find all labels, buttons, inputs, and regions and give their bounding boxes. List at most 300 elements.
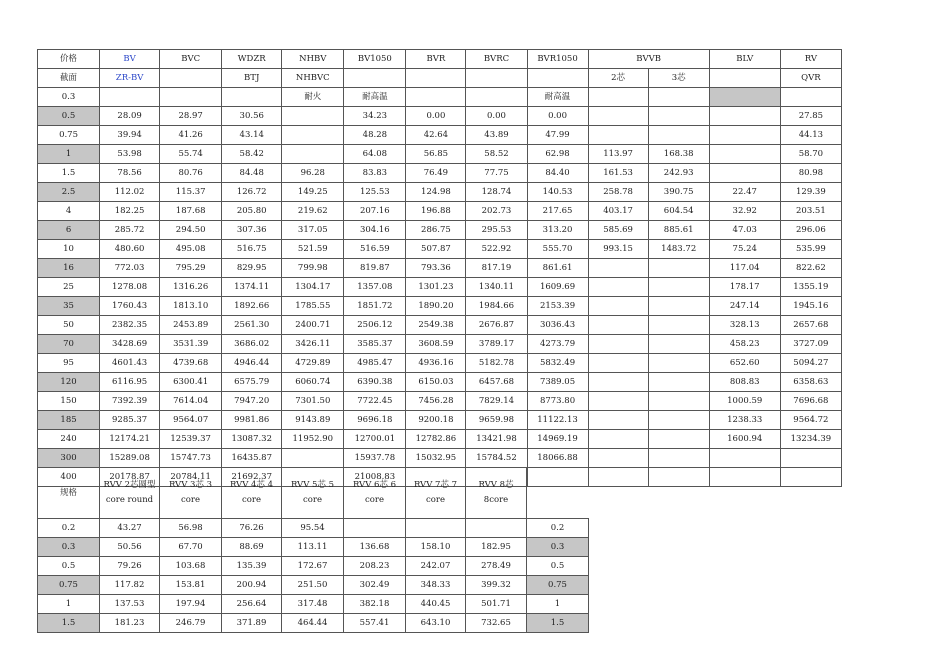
price-cell: 55.74 bbox=[160, 145, 222, 164]
price-cell: 7301.50 bbox=[282, 392, 344, 411]
price-cell: 203.51 bbox=[780, 202, 841, 221]
table-row bbox=[38, 430, 842, 449]
price-cell: 56.98 bbox=[160, 519, 222, 538]
price-cell: 182.95 bbox=[466, 538, 527, 557]
price-cell: 39.94 bbox=[100, 126, 160, 145]
section-size-cell: 1.5 bbox=[38, 164, 100, 183]
rvv-header-7core: RVV 7芯 7 core bbox=[406, 468, 466, 519]
price-cell bbox=[780, 449, 841, 468]
price-cell: 117.04 bbox=[709, 259, 780, 278]
price-cell: 258.78 bbox=[588, 183, 648, 202]
price-cell: 286.75 bbox=[406, 221, 466, 240]
price-cell: 4936.16 bbox=[406, 354, 466, 373]
price-cell bbox=[406, 519, 466, 538]
price-cell: 181.23 bbox=[100, 614, 160, 633]
table-row bbox=[38, 145, 842, 164]
price-cell: 9143.89 bbox=[282, 411, 344, 430]
header-bvr1050: BVR1050 bbox=[527, 50, 588, 69]
price-cell: 1945.16 bbox=[780, 297, 841, 316]
price-cell: 12782.86 bbox=[406, 430, 466, 449]
price-cell: 16435.87 bbox=[222, 449, 282, 468]
price-cell: 58.70 bbox=[780, 145, 841, 164]
price-cell: 11952.90 bbox=[282, 430, 344, 449]
price-cell: 6150.03 bbox=[406, 373, 466, 392]
section-size-cell: 6 bbox=[38, 221, 100, 240]
price-cell bbox=[709, 145, 780, 164]
price-cell: 440.45 bbox=[406, 595, 466, 614]
note-cell bbox=[160, 88, 222, 107]
price-cell bbox=[648, 259, 709, 278]
table-row bbox=[38, 259, 842, 278]
table-row bbox=[38, 595, 589, 614]
price-cell: 44.13 bbox=[780, 126, 841, 145]
price-cell: 296.06 bbox=[780, 221, 841, 240]
price-cell: 6358.63 bbox=[780, 373, 841, 392]
price-cell: 20784.11 bbox=[160, 468, 222, 487]
price-cell: 313.20 bbox=[527, 221, 588, 240]
price-cell bbox=[588, 297, 648, 316]
section-size-cell: 2.5 bbox=[38, 183, 100, 202]
price-cell: 34.23 bbox=[344, 107, 406, 126]
price-cell: 126.72 bbox=[222, 183, 282, 202]
price-cell: 5094.27 bbox=[780, 354, 841, 373]
section-size-cell: 120 bbox=[38, 373, 100, 392]
header-bvc: BVC bbox=[160, 50, 222, 69]
price-cell bbox=[780, 468, 841, 487]
price-cell: 6300.41 bbox=[160, 373, 222, 392]
note-cell bbox=[222, 88, 282, 107]
section-size-cell: 10 bbox=[38, 240, 100, 259]
table-row bbox=[38, 411, 842, 430]
price-cell: 76.26 bbox=[222, 519, 282, 538]
spec-cell: 0.2 bbox=[527, 519, 589, 538]
price-cell: 67.70 bbox=[160, 538, 222, 557]
price-cell: 251.50 bbox=[282, 576, 344, 595]
price-cell: 652.60 bbox=[709, 354, 780, 373]
price-cell: 200.94 bbox=[222, 576, 282, 595]
header-cell bbox=[160, 69, 222, 88]
price-cell: 27.85 bbox=[780, 107, 841, 126]
section-size-cell: 300 bbox=[38, 449, 100, 468]
price-cell: 15032.95 bbox=[406, 449, 466, 468]
header-btj: BTJ bbox=[222, 69, 282, 88]
price-cell: 480.60 bbox=[100, 240, 160, 259]
price-cell bbox=[648, 468, 709, 487]
spec-cell: 0.75 bbox=[38, 576, 100, 595]
price-cell: 3426.11 bbox=[282, 335, 344, 354]
price-cell bbox=[648, 297, 709, 316]
price-cell: 0.00 bbox=[527, 107, 588, 126]
price-cell: 793.36 bbox=[406, 259, 466, 278]
price-cell: 799.98 bbox=[282, 259, 344, 278]
table-row bbox=[38, 202, 842, 221]
price-cell: 30.56 bbox=[222, 107, 282, 126]
price-cell: 2382.35 bbox=[100, 316, 160, 335]
price-cell: 9696.18 bbox=[344, 411, 406, 430]
price-cell: 80.98 bbox=[780, 164, 841, 183]
price-cell bbox=[588, 392, 648, 411]
price-cell: 43.27 bbox=[100, 519, 160, 538]
price-cell: 78.56 bbox=[100, 164, 160, 183]
header-qvr: QVR bbox=[780, 69, 841, 88]
price-cell bbox=[344, 519, 406, 538]
price-cell: 32.92 bbox=[709, 202, 780, 221]
price-cell: 1483.72 bbox=[648, 240, 709, 259]
price-cell: 458.23 bbox=[709, 335, 780, 354]
price-cell bbox=[648, 411, 709, 430]
header-blv: BLV bbox=[709, 50, 780, 69]
price-cell: 2400.71 bbox=[282, 316, 344, 335]
price-cell: 4729.89 bbox=[282, 354, 344, 373]
price-cell: 5182.78 bbox=[466, 354, 527, 373]
price-cell bbox=[588, 468, 648, 487]
header-nhbv: NHBV bbox=[282, 50, 344, 69]
price-cell bbox=[282, 107, 344, 126]
price-cell: 12539.37 bbox=[160, 430, 222, 449]
price-cell: 829.95 bbox=[222, 259, 282, 278]
section-size-cell: 0.75 bbox=[38, 126, 100, 145]
spec-cell: 1.5 bbox=[38, 614, 100, 633]
price-cell: 382.18 bbox=[344, 595, 406, 614]
price-cell: 13421.98 bbox=[466, 430, 527, 449]
price-cell: 285.72 bbox=[100, 221, 160, 240]
price-cell: 390.75 bbox=[648, 183, 709, 202]
price-cell: 41.26 bbox=[160, 126, 222, 145]
price-cell: 178.17 bbox=[709, 278, 780, 297]
price-cell: 14969.19 bbox=[527, 430, 588, 449]
note-fire-resistant: 耐火 bbox=[282, 88, 344, 107]
note-cell bbox=[780, 88, 841, 107]
price-cell: 128.74 bbox=[466, 183, 527, 202]
price-cell: 521.59 bbox=[282, 240, 344, 259]
price-cell: 113.11 bbox=[282, 538, 344, 557]
table-row bbox=[38, 576, 589, 595]
table-row bbox=[38, 183, 842, 202]
price-cell bbox=[588, 411, 648, 430]
price-cell: 1000.59 bbox=[709, 392, 780, 411]
price-cell: 20178.87 bbox=[100, 468, 160, 487]
price-cell bbox=[648, 278, 709, 297]
price-cell: 113.97 bbox=[588, 145, 648, 164]
price-cell: 817.19 bbox=[466, 259, 527, 278]
price-cell: 4601.43 bbox=[100, 354, 160, 373]
table-row bbox=[38, 335, 842, 354]
price-cell: 7614.04 bbox=[160, 392, 222, 411]
price-cell: 501.71 bbox=[466, 595, 527, 614]
price-cell: 125.53 bbox=[344, 183, 406, 202]
price-cell bbox=[709, 468, 780, 487]
header-bvvb-3core: 3芯 bbox=[648, 69, 709, 88]
price-cell: 3608.59 bbox=[406, 335, 466, 354]
price-cell: 13234.39 bbox=[780, 430, 841, 449]
price-cell: 9981.86 bbox=[222, 411, 282, 430]
price-cell: 993.15 bbox=[588, 240, 648, 259]
price-cell: 242.93 bbox=[648, 164, 709, 183]
header-cell bbox=[466, 69, 527, 88]
price-cell: 3531.39 bbox=[160, 335, 222, 354]
spec-cell: 0.5 bbox=[38, 557, 100, 576]
price-cell: 522.92 bbox=[466, 240, 527, 259]
price-cell: 96.28 bbox=[282, 164, 344, 183]
price-cell: 643.10 bbox=[406, 614, 466, 633]
header-section: 截面 bbox=[38, 69, 100, 88]
table-row bbox=[38, 449, 842, 468]
price-cell: 77.75 bbox=[466, 164, 527, 183]
price-cell bbox=[282, 449, 344, 468]
price-cell: 732.65 bbox=[466, 614, 527, 633]
price-cell: 196.88 bbox=[406, 202, 466, 221]
price-cell: 1760.43 bbox=[100, 297, 160, 316]
price-cell bbox=[588, 316, 648, 335]
price-cell: 197.94 bbox=[160, 595, 222, 614]
price-cell bbox=[588, 126, 648, 145]
price-cell: 304.16 bbox=[344, 221, 406, 240]
price-cell: 21008.83 bbox=[344, 468, 406, 487]
price-cell: 43.89 bbox=[466, 126, 527, 145]
price-cell: 7947.20 bbox=[222, 392, 282, 411]
price-cell bbox=[648, 430, 709, 449]
price-cell: 3428.69 bbox=[100, 335, 160, 354]
table-row bbox=[38, 373, 842, 392]
header-bv1050: BV1050 bbox=[344, 50, 406, 69]
section-size-cell: 0.5 bbox=[38, 107, 100, 126]
price-cell: 6390.38 bbox=[344, 373, 406, 392]
price-cell: 22.47 bbox=[709, 183, 780, 202]
price-cell: 47.03 bbox=[709, 221, 780, 240]
price-cell: 3789.17 bbox=[466, 335, 527, 354]
header-zr-bv: ZR-BV bbox=[100, 69, 160, 88]
price-cell: 75.24 bbox=[709, 240, 780, 259]
header-bvr: BVR bbox=[406, 50, 466, 69]
header-wdzr: WDZR bbox=[222, 50, 282, 69]
price-cell: 115.37 bbox=[160, 183, 222, 202]
price-cell: 295.53 bbox=[466, 221, 527, 240]
price-cell bbox=[588, 107, 648, 126]
header-bvvb-2core: 2芯 bbox=[588, 69, 648, 88]
price-cell: 555.70 bbox=[527, 240, 588, 259]
note-cell bbox=[406, 88, 466, 107]
price-cell bbox=[466, 519, 527, 538]
price-cell: 62.98 bbox=[527, 145, 588, 164]
price-cell bbox=[588, 259, 648, 278]
price-cell: 43.14 bbox=[222, 126, 282, 145]
note-cell bbox=[100, 88, 160, 107]
price-cell: 4946.44 bbox=[222, 354, 282, 373]
section-size-cell: 70 bbox=[38, 335, 100, 354]
header-bv: BV bbox=[100, 50, 160, 69]
price-cell: 56.85 bbox=[406, 145, 466, 164]
section-size-cell: 240 bbox=[38, 430, 100, 449]
price-cell: 217.65 bbox=[527, 202, 588, 221]
spec-cell: 0.3 bbox=[38, 538, 100, 557]
price-cell: 15747.73 bbox=[160, 449, 222, 468]
price-cell: 7456.28 bbox=[406, 392, 466, 411]
price-cell: 2506.12 bbox=[344, 316, 406, 335]
price-cell: 1340.11 bbox=[466, 278, 527, 297]
price-cell: 4739.68 bbox=[160, 354, 222, 373]
price-cell bbox=[648, 373, 709, 392]
price-cell bbox=[588, 430, 648, 449]
price-cell: 247.14 bbox=[709, 297, 780, 316]
price-cell: 48.28 bbox=[344, 126, 406, 145]
price-cell: 348.33 bbox=[406, 576, 466, 595]
price-cell: 317.05 bbox=[282, 221, 344, 240]
price-cell: 3686.02 bbox=[222, 335, 282, 354]
header-row-3 bbox=[38, 88, 842, 107]
note-high-temp: 耐高温 bbox=[527, 88, 588, 107]
price-cell: 1785.55 bbox=[282, 297, 344, 316]
price-cell: 2153.39 bbox=[527, 297, 588, 316]
price-cell bbox=[648, 335, 709, 354]
section-cell: 0.3 bbox=[38, 88, 100, 107]
price-cell: 140.53 bbox=[527, 183, 588, 202]
section-size-cell: 25 bbox=[38, 278, 100, 297]
price-cell bbox=[588, 449, 648, 468]
price-cell: 278.49 bbox=[466, 557, 527, 576]
price-cell: 399.32 bbox=[466, 576, 527, 595]
header-nhbvc: NHBVC bbox=[282, 69, 344, 88]
price-cell: 208.23 bbox=[344, 557, 406, 576]
price-cell: 50.56 bbox=[100, 538, 160, 557]
table-row bbox=[38, 316, 842, 335]
price-cell: 7829.14 bbox=[466, 392, 527, 411]
price-cell: 9659.98 bbox=[466, 411, 527, 430]
price-cell: 5832.49 bbox=[527, 354, 588, 373]
header-cell bbox=[344, 69, 406, 88]
price-cell: 9564.07 bbox=[160, 411, 222, 430]
section-size-cell: 16 bbox=[38, 259, 100, 278]
price-cell: 83.83 bbox=[344, 164, 406, 183]
price-cell: 604.54 bbox=[648, 202, 709, 221]
price-cell bbox=[648, 449, 709, 468]
price-cell: 1813.10 bbox=[160, 297, 222, 316]
price-cell: 1301.23 bbox=[406, 278, 466, 297]
price-cell: 202.73 bbox=[466, 202, 527, 221]
price-cell: 95.54 bbox=[282, 519, 344, 538]
price-cell: 535.99 bbox=[780, 240, 841, 259]
price-cell: 1890.20 bbox=[406, 297, 466, 316]
header-bvvb: BVVB bbox=[588, 50, 709, 69]
note-high-temp: 耐高温 bbox=[344, 88, 406, 107]
note-cell-gray bbox=[709, 88, 780, 107]
table-row bbox=[38, 278, 842, 297]
section-size-cell: 1 bbox=[38, 145, 100, 164]
price-cell: 7722.45 bbox=[344, 392, 406, 411]
table-row bbox=[38, 614, 589, 633]
spec-cell: 0.2 bbox=[38, 519, 100, 538]
price-cell: 1278.08 bbox=[100, 278, 160, 297]
spec-cell: 1 bbox=[38, 595, 100, 614]
price-cell: 557.41 bbox=[344, 614, 406, 633]
price-cell: 205.80 bbox=[222, 202, 282, 221]
price-cell: 2549.38 bbox=[406, 316, 466, 335]
price-cell: 302.49 bbox=[344, 576, 406, 595]
price-cell: 822.62 bbox=[780, 259, 841, 278]
price-cell: 1357.08 bbox=[344, 278, 406, 297]
section-size-cell: 95 bbox=[38, 354, 100, 373]
table-row bbox=[38, 240, 842, 259]
spec-cell: 0.75 bbox=[527, 576, 589, 595]
note-cell bbox=[648, 88, 709, 107]
price-cell: 819.87 bbox=[344, 259, 406, 278]
price-cell: 28.97 bbox=[160, 107, 222, 126]
price-cell: 15289.08 bbox=[100, 449, 160, 468]
price-cell: 464.44 bbox=[282, 614, 344, 633]
price-cell: 1374.11 bbox=[222, 278, 282, 297]
rvv-header-8core: RVV 8芯 8core bbox=[466, 468, 527, 519]
rvv-header-row bbox=[38, 468, 589, 519]
price-cell bbox=[648, 354, 709, 373]
price-cell: 585.69 bbox=[588, 221, 648, 240]
price-cell: 12174.21 bbox=[100, 430, 160, 449]
price-cell: 112.02 bbox=[100, 183, 160, 202]
table-row bbox=[38, 354, 842, 373]
price-cell: 371.89 bbox=[222, 614, 282, 633]
price-cell: 795.29 bbox=[160, 259, 222, 278]
price-cell: 124.98 bbox=[406, 183, 466, 202]
price-cell: 495.08 bbox=[160, 240, 222, 259]
price-cell: 4273.79 bbox=[527, 335, 588, 354]
rvv-price-table bbox=[37, 467, 589, 633]
header-row-1 bbox=[38, 50, 842, 69]
price-cell: 79.26 bbox=[100, 557, 160, 576]
price-cell: 182.25 bbox=[100, 202, 160, 221]
price-cell: 76.49 bbox=[406, 164, 466, 183]
price-cell: 161.53 bbox=[588, 164, 648, 183]
price-cell bbox=[282, 126, 344, 145]
price-cell bbox=[588, 335, 648, 354]
price-cell bbox=[709, 126, 780, 145]
price-cell: 84.48 bbox=[222, 164, 282, 183]
table-row bbox=[38, 538, 589, 557]
price-cell: 9285.37 bbox=[100, 411, 160, 430]
price-cell: 516.59 bbox=[344, 240, 406, 259]
rvv-header-6core: RVV 6芯 6 core bbox=[344, 468, 406, 519]
price-cell: 129.39 bbox=[780, 183, 841, 202]
header-cell bbox=[406, 69, 466, 88]
price-cell: 2453.89 bbox=[160, 316, 222, 335]
price-cell: 117.82 bbox=[100, 576, 160, 595]
price-cell: 317.48 bbox=[282, 595, 344, 614]
price-cell bbox=[709, 449, 780, 468]
spec-cell: 0.3 bbox=[527, 538, 589, 557]
price-cell: 158.10 bbox=[406, 538, 466, 557]
header-cell bbox=[527, 69, 588, 88]
price-cell: 3727.09 bbox=[780, 335, 841, 354]
price-cell: 1304.17 bbox=[282, 278, 344, 297]
spec-cell: 0.5 bbox=[527, 557, 589, 576]
price-cell: 58.42 bbox=[222, 145, 282, 164]
price-cell: 885.61 bbox=[648, 221, 709, 240]
price-cell: 80.76 bbox=[160, 164, 222, 183]
price-cell: 88.69 bbox=[222, 538, 282, 557]
rvv-header-4core: RVV 4芯 4 core bbox=[222, 468, 282, 519]
price-cell: 1851.72 bbox=[344, 297, 406, 316]
price-cell: 861.61 bbox=[527, 259, 588, 278]
table-row bbox=[38, 221, 842, 240]
price-cell bbox=[588, 373, 648, 392]
price-cell: 1609.69 bbox=[527, 278, 588, 297]
price-cell: 9564.72 bbox=[780, 411, 841, 430]
price-cell: 7696.68 bbox=[780, 392, 841, 411]
price-cell: 6116.95 bbox=[100, 373, 160, 392]
table-row bbox=[38, 557, 589, 576]
price-cell: 1355.19 bbox=[780, 278, 841, 297]
price-cell: 18066.88 bbox=[527, 449, 588, 468]
cable-price-table bbox=[37, 49, 842, 487]
price-cell: 13087.32 bbox=[222, 430, 282, 449]
price-cell: 15784.52 bbox=[466, 449, 527, 468]
